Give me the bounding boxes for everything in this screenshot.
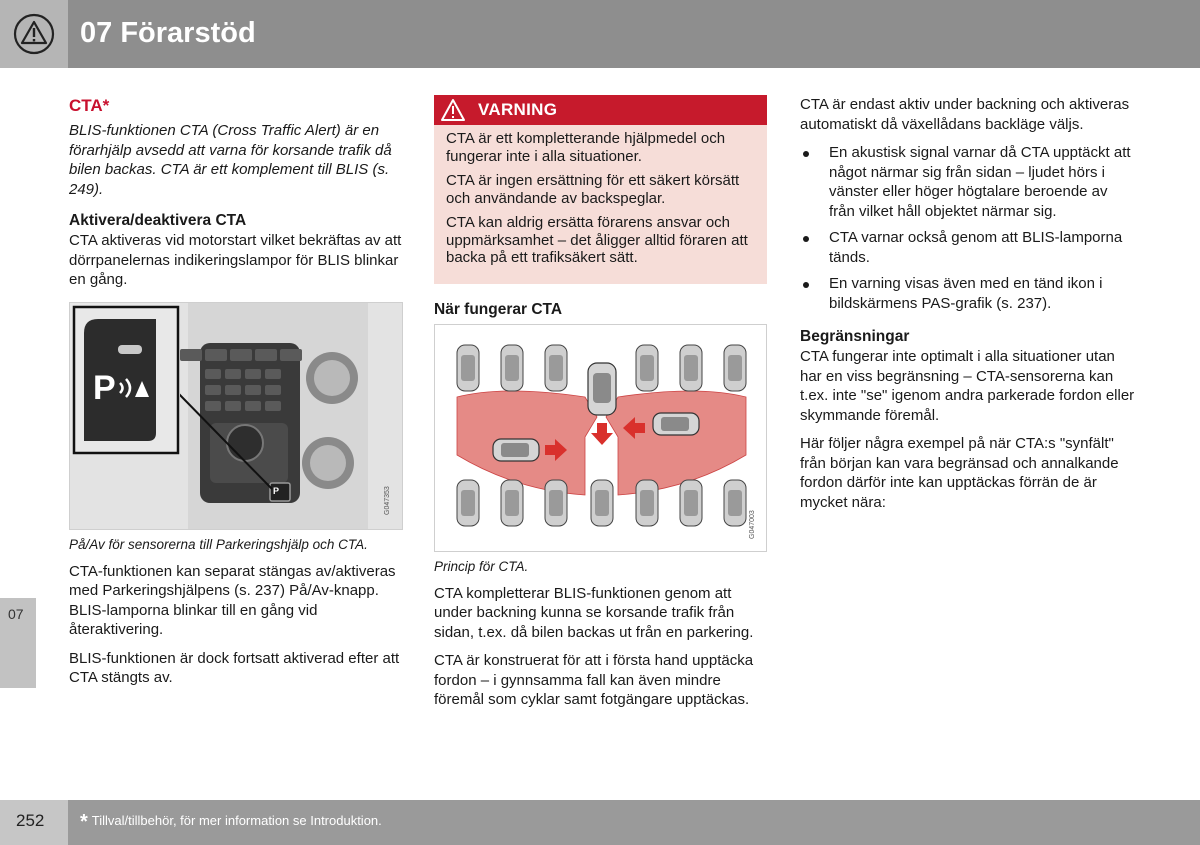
warning-triangle-icon (12, 12, 56, 56)
chapter-icon-tab (0, 0, 68, 68)
activation-paragraph: CTA är endast aktiv under backning och aktiveras automatiskt då växellådans backläge väljs. (800, 96, 1130, 133)
examples-paragraph: Här följer några exempel på när CTA:s "synfält" från början kan vara begränsad och annalkande fordon därför inte kan upptäckas förrän de är mycket nära: (800, 435, 1119, 511)
warning-box (434, 95, 767, 284)
subheading-limitations: Begränsningar (800, 328, 910, 345)
parking-button-label: P (93, 368, 116, 407)
blis-active-paragraph: BLIS-funktionen är dock fortsatt aktiverad efter att CTA stängts av. (69, 649, 400, 686)
warning-header (434, 95, 767, 125)
bullet-icon (803, 282, 809, 288)
list-item: En akustisk signal varnar då CTA upptäckt att något närmar sig från sidan – ljudet hörs i vänster eller höger högtalare beroende av från vilket håll objektet närmar sig. (800, 143, 1135, 221)
figure-code: G047353 (384, 485, 391, 515)
page-number: 252 (16, 811, 45, 830)
deactivate-paragraph: CTA-funktionen kan separat stängas av/aktiveras med Parkeringshjälpens (s. 237) På/Av-knapp. BLIS-lamporna blinkar till en gång vid återaktivering. (69, 562, 396, 638)
control-panel-figure (69, 302, 403, 530)
alert-bullet-list (800, 143, 1135, 313)
warning-title: VARNING (478, 100, 558, 119)
column-right (800, 95, 1135, 521)
footnote-star: * (80, 811, 88, 833)
list-item: En varning visas även med en tänd ikon i bildskärmens PAS-grafik (s. 237). (800, 274, 1135, 313)
parking-button-small-label: P (273, 485, 280, 496)
figure-code: G047003 (749, 509, 756, 539)
footnote (80, 811, 382, 833)
figure-caption: På/Av för sensorerna till Parkeringshjälp och CTA. (69, 536, 368, 552)
subheading-activate: Aktivera/deaktivera CTA (69, 212, 247, 229)
subheading-when: När fungerar CTA (434, 300, 563, 318)
chapter-side-tab-label: 07 (8, 606, 24, 622)
section-heading-cta: CTA* (69, 96, 110, 115)
column-middle (434, 95, 767, 719)
limitations-paragraph: CTA fungerar inte optimalt i alla situationer utan har en viss begränsning – CTA-sensorerna kan t.ex. inte "se" igenom andra parkerade fordon eller skymmande föremål. (800, 348, 1135, 424)
chapter-title: 07 Förarstöd (80, 17, 256, 49)
bullet-icon (803, 236, 809, 242)
footnote-text: Tillval/tillbehör, för mer information se Introduktion. (91, 813, 382, 828)
warning-paragraph-1: CTA är ett kompletterande hjälpmedel och fungerar inte i alla situationer. (446, 130, 726, 165)
warning-body (434, 125, 767, 284)
warning-triangle-icon (440, 98, 466, 122)
figure-caption: Princip för CTA. (434, 558, 529, 574)
list-item: CTA varnar också genom att BLIS-lamporna tänds. (800, 228, 1135, 267)
detection-paragraph: CTA är konstruerat för att i första hand upptäcka fordon – i gynnsamma fall kan även mindre föremål som cyklar samt fotgängare upptäckas. (434, 652, 754, 708)
center-console-illustration (70, 303, 403, 530)
parking-lot-diagram (435, 325, 767, 552)
bullet-icon (803, 151, 809, 157)
column-left (69, 95, 403, 697)
warning-paragraph-2: CTA är ingen ersättning för ett säkert körsätt och användande av backspeglar. (446, 172, 740, 207)
complement-paragraph: CTA kompletterar BLIS-funktionen genom att under backning kunna se korsande trafik från sidan, t.ex. då bilen backas ut från en parkering. (434, 584, 754, 641)
intro-paragraph: BLIS-funktionen CTA (Cross Traffic Alert) är en förarhjälp avsedd att varna för korsande trafik då bilen backas. CTA är ett komplement till BLIS (s. 249). (69, 122, 392, 198)
sensor-waves-icon (116, 373, 152, 403)
warning-paragraph-3: CTA kan aldrig ersätta förarens ansvar och uppmärksamhet – det åligger alltid föraren att backa på ett trafiksäkert sätt. (446, 214, 748, 266)
activate-paragraph: CTA aktiveras vid motorstart vilket bekräftas av att dörrpanelernas indikeringslampor för BLIS blinkar en gång. (69, 232, 402, 288)
cta-principle-figure (434, 324, 767, 552)
